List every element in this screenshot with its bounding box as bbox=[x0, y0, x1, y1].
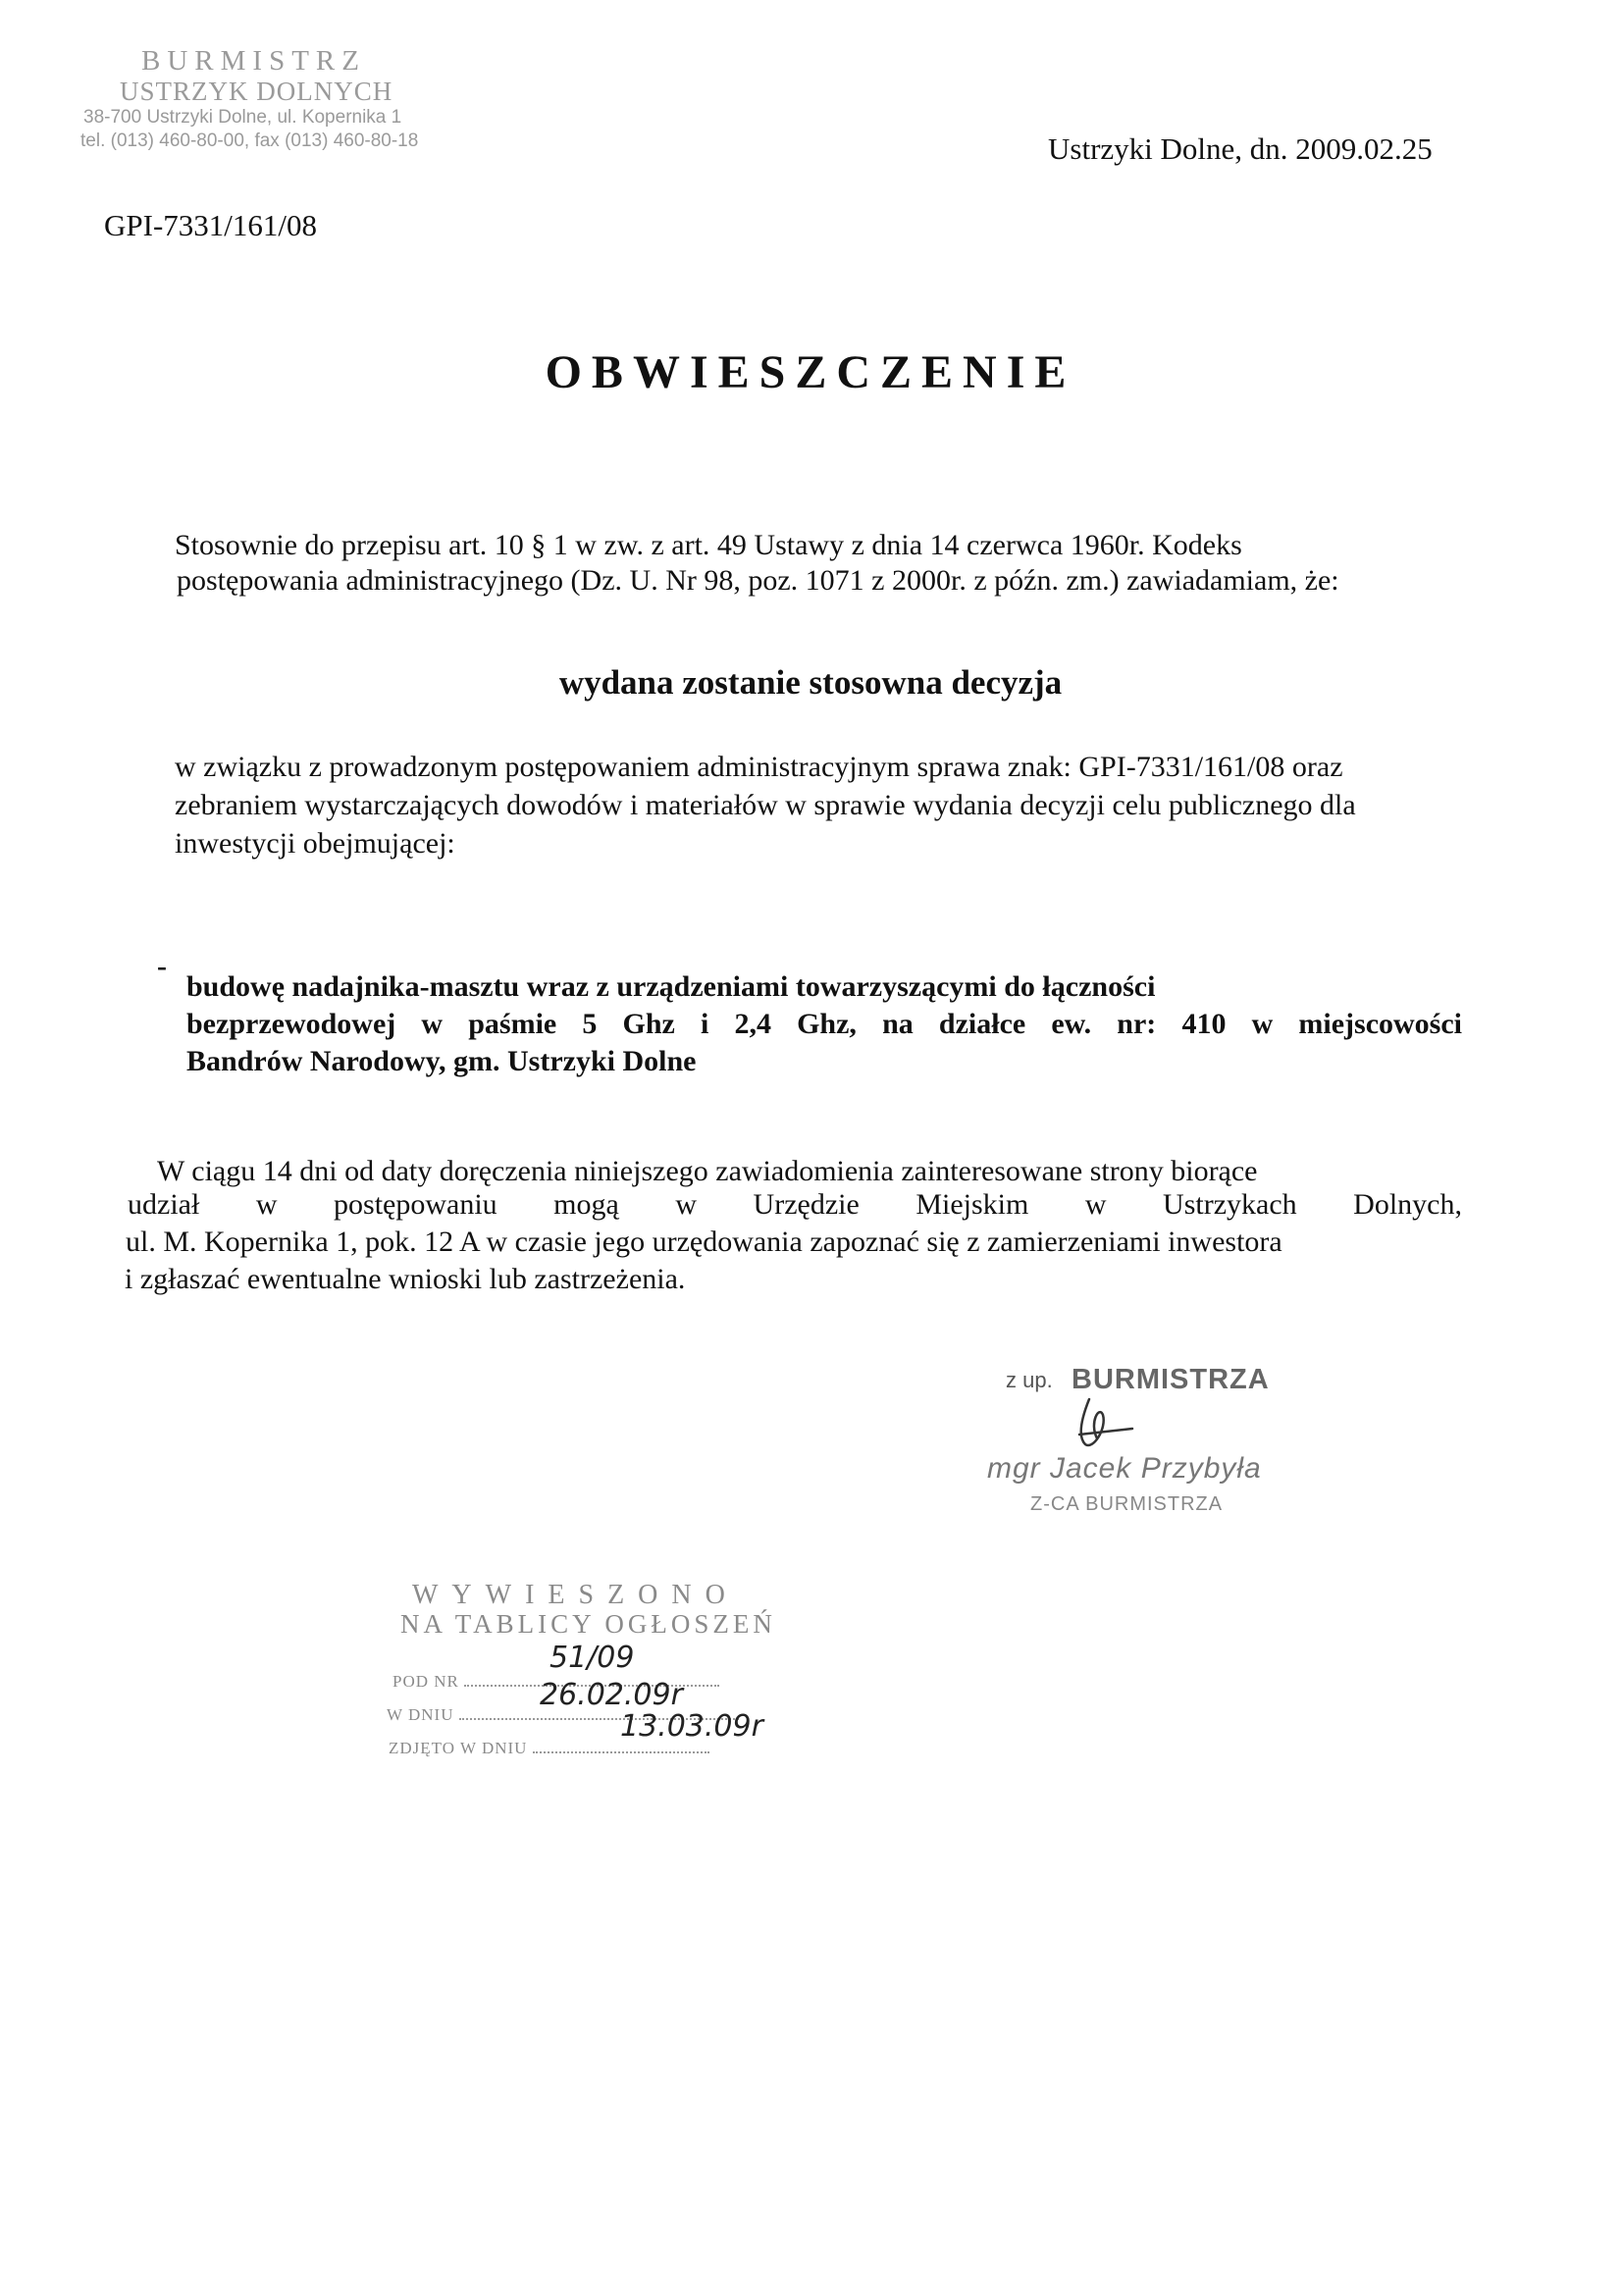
context-line-2: zebraniem wystarczających dowodów i materiałów w sprawie wydania decyzji celu publicznego dla bbox=[175, 789, 1356, 821]
posted-subheading: NA TABLICY OGŁOSZEŃ bbox=[400, 1609, 776, 1639]
document-title: OBWIESZCZENIE bbox=[545, 346, 1076, 398]
stamp-office-town: USTRZYK DOLNYCH bbox=[120, 77, 393, 106]
notice-line-3: ul. M. Kopernika 1, pok. 12 A w czasie jego urzędowania zapoznać się z zamierzeniami inwestora bbox=[126, 1226, 1282, 1258]
notice-line-4: i zgłaszać ewentualne wnioski lub zastrzeżenia. bbox=[125, 1263, 686, 1295]
notice-line-2: udział w postępowaniu mogą w Urzędzie Miejskim w Ustrzykach Dolnych, bbox=[128, 1188, 1462, 1221]
signature-prefix: z up. bbox=[1006, 1368, 1053, 1392]
stamp-office-name: BURMISTRZ bbox=[141, 45, 366, 77]
context-line-3: inwestycji obejmującej: bbox=[175, 827, 455, 860]
signature-office: BURMISTRZA bbox=[1072, 1364, 1270, 1395]
stamp-address: 38-700 Ustrzyki Dolne, ul. Kopernika 1 bbox=[83, 107, 402, 128]
investment-line-3: Bandrów Narodowy, gm. Ustrzyki Dolne bbox=[186, 1045, 697, 1077]
notice-line-1: W ciągu 14 dni od daty doręczenia niniejszego zawiadomienia zainteresowane strony biorące bbox=[157, 1155, 1258, 1187]
posted-stamp bbox=[387, 1580, 844, 1776]
removed-date-value: 13.03.09r bbox=[620, 1709, 763, 1744]
place-date: Ustrzyki Dolne, dn. 2009.02.25 bbox=[1048, 131, 1433, 166]
posted-date-value: 26.02.09r bbox=[540, 1678, 683, 1712]
posted-number-label: POD NR bbox=[392, 1672, 459, 1691]
decision-heading: wydana zostanie stosowna decyzja bbox=[558, 663, 1063, 702]
office-header-stamp bbox=[80, 45, 453, 153]
intro-line-1: Stosownie do przepisu art. 10 § 1 w zw. z art. 49 Ustawy z dnia 14 czerwca 1960r. Kodeks bbox=[175, 529, 1242, 561]
signature-stamp bbox=[981, 1364, 1374, 1531]
investment-line-2: bezprzewodowej w paśmie 5 Ghz i 2,4 Ghz, na działce ew. nr: 410 w miejscowości bbox=[186, 1008, 1462, 1040]
signatory-role: Z-CA BURMISTRZA bbox=[1030, 1493, 1224, 1515]
posted-date-label: W DNIU bbox=[387, 1705, 454, 1724]
investment-line-1: budowę nadajnika-masztu wraz z urządzeniami towarzyszącymi do łączności bbox=[186, 970, 1156, 1003]
investment-bullet: - bbox=[157, 950, 167, 982]
removed-date-label: ZDJĘTO W DNIU bbox=[389, 1739, 528, 1757]
intro-line-2: postępowania administracyjnego (Dz. U. Nr 98, poz. 1071 z 2000r. z późn. zm.) zawiadamiam, że: bbox=[177, 564, 1339, 597]
context-line-1: w związku z prowadzonym postępowaniem administracyjnym sprawa znak: GPI-7331/161/08 oraz bbox=[175, 751, 1343, 783]
stamp-phone: tel. (013) 460-80-00, fax (013) 460-80-18 bbox=[80, 130, 419, 151]
reference-number: GPI-7331/161/08 bbox=[104, 208, 317, 242]
posted-heading: WYWIESZONO bbox=[412, 1580, 739, 1610]
posted-number-value: 51/09 bbox=[549, 1641, 635, 1675]
removed-date-line bbox=[533, 1751, 709, 1753]
signatory-name: mgr Jacek Przybyła bbox=[987, 1452, 1262, 1485]
